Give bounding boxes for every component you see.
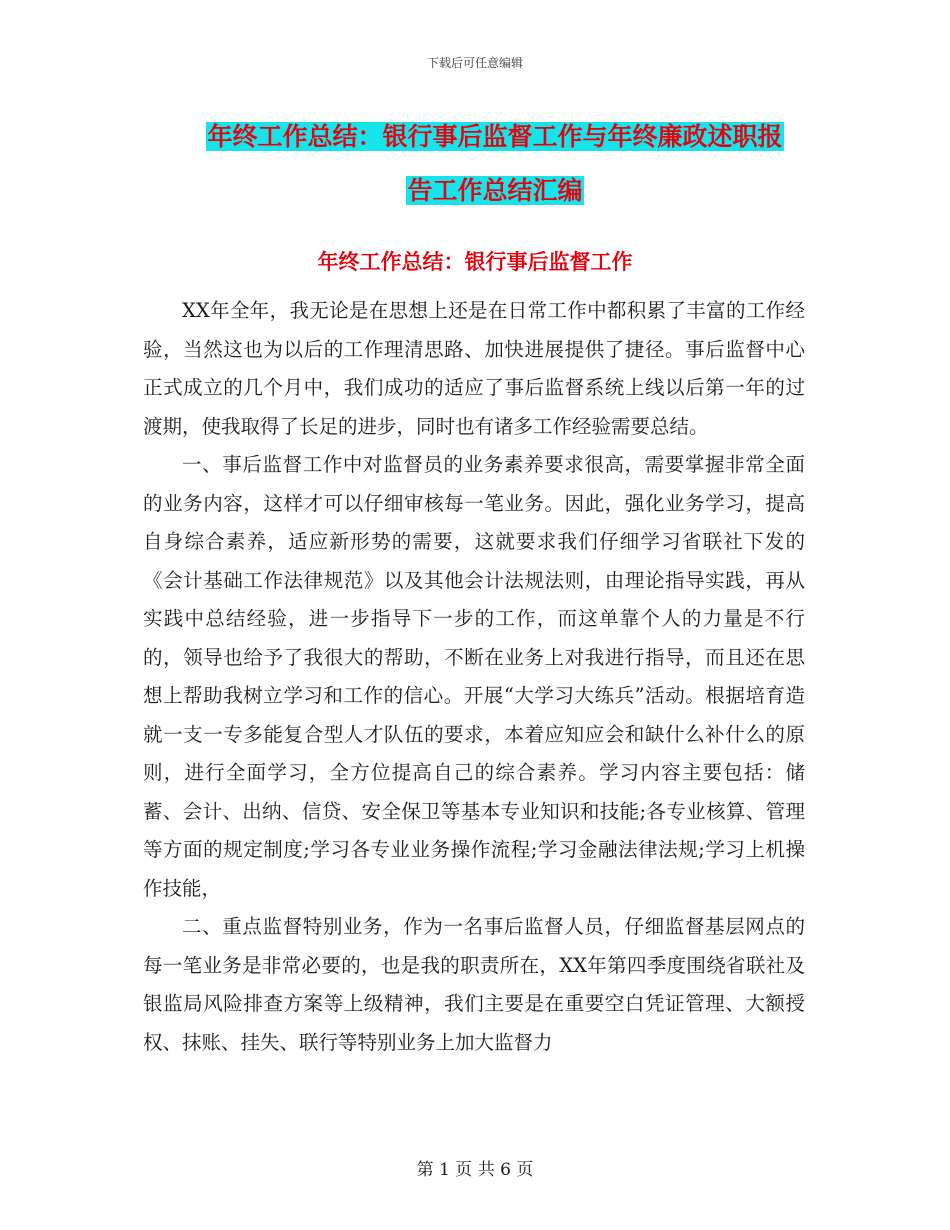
document-title-line-2: 告工作总结汇编 bbox=[407, 176, 583, 205]
page-number: 第 1 页 共 6 页 bbox=[416, 1160, 534, 1180]
document-title bbox=[145, 110, 845, 218]
document-body bbox=[143, 292, 805, 1062]
document-title-line-1: 年终工作总结：银行事后监督工作与年终廉政述职报 bbox=[207, 122, 783, 151]
section-title: 年终工作总结：银行事后监督工作 bbox=[317, 250, 633, 274]
header-note: 下载后可任意编辑 bbox=[426, 56, 523, 70]
paragraph: 一、事后监督工作中对监督员的业务素养要求很高，需要掌握非常全面的业务内容，这样才可以仔细审核每一笔业务。因此，强化业务学习，提高自身综合素养，适应新形势的需要，这就要求我们仔细学习省联社下发的《会计基础工作法律规范》以及其他会计法规法则，由理论指导实践，再从实践中总结经验，进一步指导下一步的工作，而这单靠个人的力量是不行的，领导也给予了我很大的帮助，不断在业务上对我进行指导，而且还在思想上帮助我树立学习和工作的信心。开展“大学习大练兵”活动。根据培育造就一支一专多能复合型人才队伍的要求，本着应知应会和缺什么补什么的原则，进行全面学习，全方位提高自己的综合素养。学习内容主要包括：储蓄、会计、出纳、信贷、安全保卫等基本专业知识和技能;各专业核算、管理等方面的规定制度;学习各专业业务操作流程;学习金融法律法规;学习上机操作技能， bbox=[143, 453, 805, 900]
paragraph: 二、重点监督特别业务，作为一名事后监督人员，仔细监督基层网点的每一笔业务是非常必要的，也是我的职责所在，XX年第四季度围绕省联社及银监局风险排查方案等上级精神，我们主要是在重要空白凭证管理、大额授权、抹账、挂失、联行等特别业务上加大监督力 bbox=[143, 915, 805, 1054]
paragraph: XX年全年，我无论是在思想上还是在日常工作中都积累了丰富的工作经验，当然这也为以后的工作理清思路、加快进展提供了捷径。事后监督中心正式成立的几个月中，我们成功的适应了事后监督系统上线以后第一年的过渡期，使我取得了长足的进步，同时也有诸多工作经验需要总结。 bbox=[143, 299, 805, 438]
